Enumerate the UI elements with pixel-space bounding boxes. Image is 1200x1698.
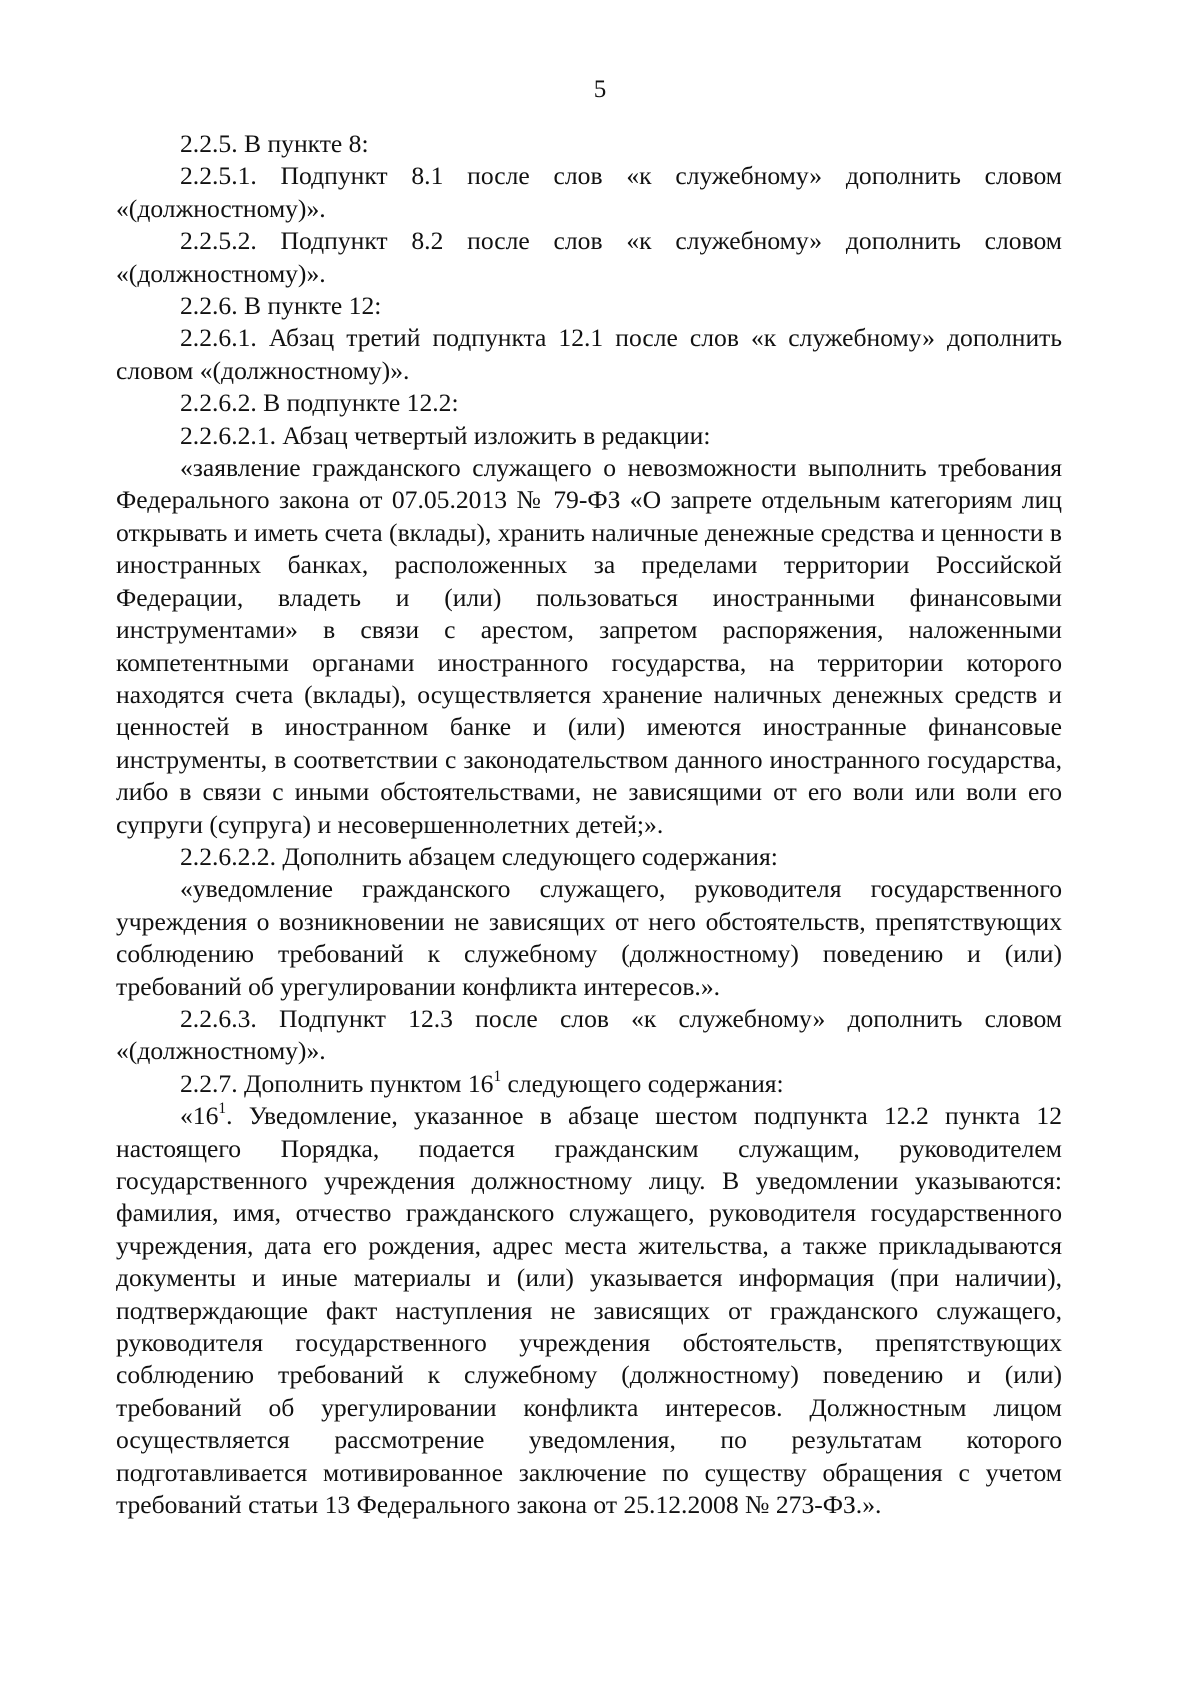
paragraph-2-2-5-1: 2.2.5.1. Подпункт 8.1 после слов «к служебному» дополнить словом «(должностному)». bbox=[116, 161, 1062, 223]
paragraph-2-2-6-2: 2.2.6.2. В подпункте 12.2: bbox=[180, 388, 459, 418]
paragraph-2-2-5-2: 2.2.5.2. Подпункт 8.2 после слов «к служебному» дополнить словом «(должностному)». bbox=[116, 226, 1062, 288]
paragraph-2-2-6-3: 2.2.6.3. Подпункт 12.3 после слов «к служебному» дополнить словом «(должностному)». bbox=[116, 1003, 1062, 1066]
paragraph-2-2-5: 2.2.5. В пункте 8: bbox=[180, 129, 369, 158]
superscript-marker: 1 bbox=[218, 1100, 227, 1118]
point-16-1-number: «16 bbox=[180, 1101, 219, 1131]
quoted-paragraph-notification: «уведомление гражданского служащего, руководителя государственного учреждения о возникновении не зависящих от него обстоятельств, препятствующих соблюдению требований к служебному (должностному) поведению и (или) требований об урегулировании конфликта интересов.». bbox=[116, 874, 1062, 1001]
paragraph-2-2-6-2-2: 2.2.6.2.2. Дополнить абзацем следующего содержания: bbox=[180, 841, 778, 871]
paragraph-2-2-6: 2.2.6. В пункте 12: bbox=[180, 291, 382, 321]
paragraph-2-2-7 bbox=[116, 1068, 1062, 1100]
paragraph-2-2-6-2-1: 2.2.6.2.1. Абзац четвертый изложить в редакции: bbox=[180, 420, 711, 450]
point-16-1-text: . Уведомление, указанное в абзаце шестом подпункта 12.2 пункта 12 настоящего Порядка, подается гражданским служащим, руководителем государственного учреждения должностному лицу. В уведомлении указываются: фамилия, имя, отчество гражданского служащего, руководителя государственного учреждения, дата его рождения, адрес места жительства, а также прикладываются документы и иные материалы и (или) указывается информация (при наличии), подтверждающие факт наступления не зависящих от гражданского служащего, руководителя государственного учреждения обстоятельств, препятствующих соблюдению требований к служебному (должностному) поведению и (или) требований об урегулировании конфликта интересов. Должностным лицом осуществляется рассмотрение уведомления, по результатам которого подготавливается мотивированное заключение по существу обращения с учетом требований статьи 13 Федерального закона от 25.12.2008 № 273-ФЗ.». bbox=[116, 1101, 1062, 1520]
quoted-paragraph-statement: «заявление гражданского служащего о невозможности выполнить требования Федерального закона от 07.05.2013 № 79-ФЗ «О запрете отдельным категориям лиц открывать и иметь счета (вклады), хранить наличные денежные средства и ценности в иностранных банках, расположенных за пределами территории Российской Федерации, владеть и (или) пользоваться иностранными финансовыми инструментами» в связи с арестом, запретом распоряжения, наложенными компетентными органами иностранного государства, на территории которого находятся счета (вклады), осуществляется хранение наличных денежных средств и ценностей в иностранном банке и (или) имеются иностранные финансовые инструменты, в соответствии с законодательством данного иностранного государства, либо в связи с иными обстоятельствами, не зависящими от его воли или воли его супруги (супруга) и несовершеннолетних детей;». bbox=[116, 453, 1062, 839]
paragraph-2-2-7-tail: следующего содержания: bbox=[501, 1068, 784, 1098]
quoted-paragraph-point-16-1 bbox=[116, 1100, 1062, 1521]
document-body bbox=[116, 128, 1062, 1521]
paragraph-2-2-6-1: 2.2.6.1. Абзац третий подпункта 12.1 после слов «к служебному» дополнить словом «(должностному)». bbox=[116, 323, 1062, 385]
superscript-marker: 1 bbox=[493, 1067, 502, 1085]
paragraph-2-2-7-text: 2.2.7. Дополнить пунктом 16 bbox=[180, 1068, 494, 1098]
page-number: 5 bbox=[593, 76, 607, 103]
